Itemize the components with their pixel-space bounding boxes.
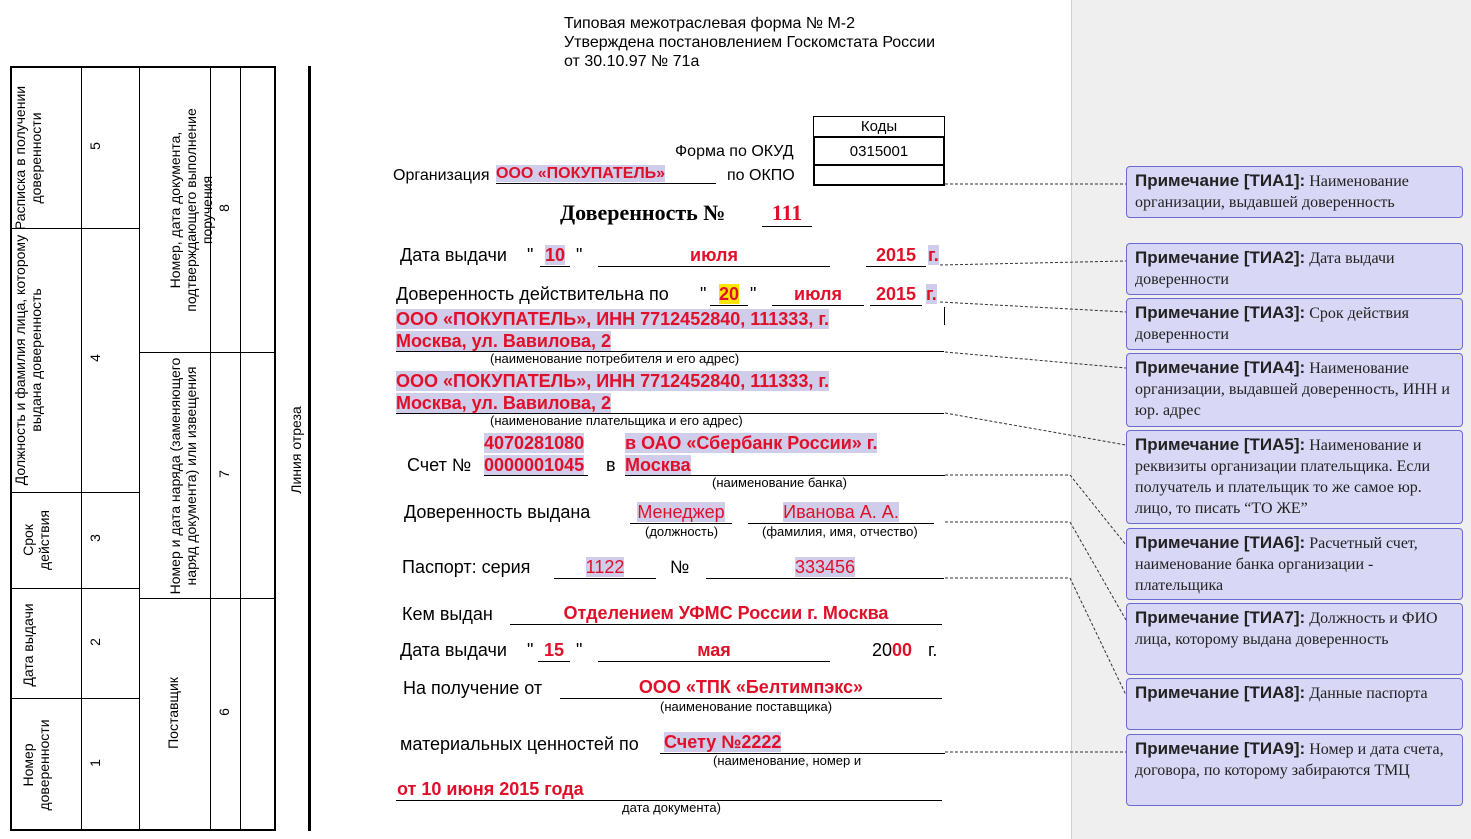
note-title: Примечание [ТИА9]: <box>1135 739 1306 758</box>
note-text: Расчетный счет, наименование банка организации - плательщика <box>1135 535 1418 594</box>
doc-title: Доверенность № <box>560 200 726 225</box>
note-tia9[interactable] <box>1126 734 1463 806</box>
receive-from-caption: (наименование поставщика) <box>660 699 833 714</box>
receive-from-label: На получение от <box>403 678 543 698</box>
issued-name: Иванова А. А. <box>783 502 899 522</box>
note-text: Наименование организации, выдавшей доверенность, ИНН и юр. адрес <box>1135 360 1450 419</box>
consumer-caption: (наименование потребителя и его адрес) <box>490 351 740 366</box>
passport-number: 333456 <box>794 557 856 577</box>
note-tia2[interactable] <box>1126 243 1463 295</box>
issue-g: г. <box>928 245 939 265</box>
spine-col4-num: 4 <box>87 354 103 362</box>
spine-col2: Дата выдачи <box>20 603 36 687</box>
consumer-line1: ООО «ПОКУПАТЕЛЬ», ИНН 7712452840, 111333, г. <box>396 309 830 329</box>
passport-no-label: № <box>670 557 690 577</box>
passport-label: Паспорт: серия <box>402 557 531 577</box>
okpo-value <box>813 162 945 186</box>
payer-value <box>396 370 944 414</box>
note-tia8[interactable] <box>1126 678 1463 730</box>
spine-col8: Номер, дата документа, подтверждающего выполнение поручения <box>167 108 215 312</box>
note-text: Данные паспорта <box>1309 685 1428 702</box>
okud-label: Форма по ОКУД <box>675 143 794 160</box>
note-title: Примечание [ТИА3]: <box>1135 303 1306 322</box>
spine-col5-num: 5 <box>87 142 103 150</box>
pass-day: 15 <box>538 640 570 662</box>
account-label: Счет № <box>407 455 472 475</box>
spine-col1-num: 1 <box>87 759 103 767</box>
bank-line1: в ОАО «Сбербанк России» г. <box>625 433 878 453</box>
spine-col8-num: 8 <box>216 204 232 212</box>
pass-year-prefix: 20 <box>872 640 893 660</box>
valid-label: Доверенность действительна по <box>396 284 669 304</box>
org-value-text: ООО «ПОКУПАТЕЛЬ» <box>496 165 666 182</box>
materials-label: материальных ценностей по <box>400 734 639 754</box>
issued-position: Менеджер <box>637 502 725 522</box>
pass-year <box>872 640 912 661</box>
spine-col3-num: 3 <box>87 534 103 542</box>
issued-to-label: Доверенность выдана <box>404 502 591 522</box>
issue-year: 2015 <box>866 245 926 267</box>
materials-value: Счету №2222 <box>664 732 782 752</box>
consumer-line2: Москва, ул. Вавилова, 2 <box>396 331 612 351</box>
spine-col1: Номер доверенности <box>20 719 52 811</box>
okpo-label: по ОКПО <box>727 167 795 184</box>
spine-col5: Расписка в получении доверенности <box>12 85 44 231</box>
cap-name: (фамилия, имя, отчество) <box>762 524 918 539</box>
materials-line2: от 10 июня 2015 года <box>397 779 584 799</box>
bank-line2: Москва <box>625 455 691 475</box>
note-text: Номер и дата счета, договора, по которому забираются ТМЦ <box>1135 741 1444 779</box>
issue-month: июля <box>598 245 830 267</box>
note-title: Примечание [ТИА2]: <box>1135 248 1306 267</box>
consumer-value <box>396 308 944 352</box>
spine-col6-num: 6 <box>216 708 232 716</box>
note-title: Примечание [ТИА4]: <box>1135 358 1306 377</box>
valid-g: г. <box>926 284 937 304</box>
pass-g: г. <box>928 640 938 660</box>
spine-col7-num: 7 <box>216 470 232 478</box>
note-text: Срок действия доверенности <box>1135 305 1410 343</box>
cut-line <box>308 66 311 831</box>
codes-title: Коды <box>813 116 945 138</box>
materials-caption2: дата документа) <box>622 800 721 815</box>
note-text: Наименование и реквизиты организации плательщика. Если получатель и плательщик то же самое юр. лицо, то писать “ТО ЖЕ” <box>1135 437 1431 517</box>
note-tia3[interactable] <box>1126 298 1463 350</box>
org-label: Организация <box>393 167 490 184</box>
header-line3: от 30.10.97 № 71а <box>564 53 700 70</box>
note-tia7[interactable] <box>1126 603 1463 675</box>
issue-day: 10 <box>544 245 566 265</box>
bank-caption: (наименование банка) <box>712 475 847 490</box>
bank-value <box>625 432 877 476</box>
spine-col3: Срок действия <box>20 509 52 571</box>
cut-line-label: Линия отреза <box>288 406 304 494</box>
form-header <box>564 14 935 71</box>
note-title: Примечание [ТИА5]: <box>1135 435 1306 454</box>
valid-month: июля <box>772 284 864 306</box>
note-title: Примечание [ТИА1]: <box>1135 171 1306 190</box>
materials-caption: (наименование, номер и <box>713 753 862 768</box>
note-text: Должность и ФИО лица, которому выдана доверенность <box>1135 610 1438 648</box>
note-text: Дата выдачи доверенности <box>1135 250 1395 288</box>
note-title: Примечание [ТИА7]: <box>1135 608 1306 627</box>
spine-col4: Должность и фамилия лица, которому выдана доверенность <box>12 234 44 486</box>
valid-year: 2015 <box>870 284 922 306</box>
note-tia4[interactable] <box>1126 353 1463 427</box>
spine-col7: Номер и дата наряда (заменяющего наряд документа) или извещения <box>167 357 199 595</box>
org-value <box>496 165 716 184</box>
pass-month: мая <box>598 640 830 662</box>
payer-caption: (наименование плательщика и его адрес) <box>490 413 743 428</box>
account-num2: 0000001045 <box>484 455 585 475</box>
okud-value: 0315001 <box>813 136 945 166</box>
header-line2: Утверждена постановлением Госкомстата России <box>564 34 936 51</box>
issue-date-label: Дата выдачи <box>400 245 507 265</box>
note-tia6[interactable] <box>1126 528 1463 600</box>
issued-by-label: Кем выдан <box>402 604 493 624</box>
pass-date-label: Дата выдачи <box>400 640 507 660</box>
note-tia5[interactable] <box>1126 430 1463 524</box>
valid-day: 20 <box>718 284 740 304</box>
note-title: Примечание [ТИА8]: <box>1135 683 1306 702</box>
cap-position: (должность) <box>645 524 719 539</box>
note-text: Наименование организации, выдавшей доверенность <box>1135 173 1409 211</box>
passport-series: 1122 <box>585 557 625 577</box>
spine-col2-num: 2 <box>87 638 103 646</box>
pass-year-suffix: 00 <box>892 640 913 660</box>
spine-col6: Поставщик <box>165 677 181 749</box>
receive-from-value: ООО «ТПК «Белтимпэкс» <box>560 677 942 699</box>
doc-number: 111 <box>762 200 812 227</box>
header-line1: Типовая межотраслевая форма № М-2 <box>564 15 856 32</box>
payer-line2: Москва, ул. Вавилова, 2 <box>396 393 612 413</box>
account-number <box>484 432 584 476</box>
note-tia1[interactable] <box>1126 166 1463 218</box>
account-in: в <box>606 455 616 475</box>
payer-line1: ООО «ПОКУПАТЕЛЬ», ИНН 7712452840, 111333, г. <box>396 371 830 391</box>
note-title: Примечание [ТИА6]: <box>1135 533 1306 552</box>
account-num1: 4070281080 <box>484 433 585 453</box>
issued-by-value: Отделением УФМС России г. Москва <box>510 603 942 625</box>
text-cursor <box>944 307 945 325</box>
